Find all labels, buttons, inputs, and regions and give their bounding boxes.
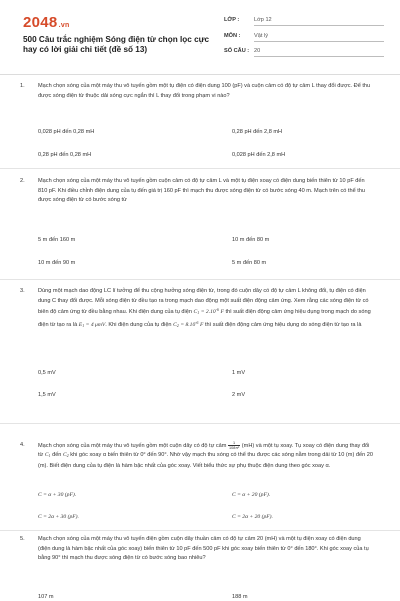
question-text-part: khi góc xoay α biến thiên từ xyxy=(70,452,139,459)
class-label: LỚP : xyxy=(224,17,240,23)
question-text-part: . Khi điện dung của tụ điện xyxy=(105,321,172,328)
subject-label: MÔN : xyxy=(224,33,241,39)
answer-c[interactable]: C = 2α + 30 (pF). xyxy=(38,514,79,520)
e1-symbol: $E_1$ xyxy=(78,321,85,328)
answer-d[interactable]: C = 2α + 20 (pF). xyxy=(232,514,273,520)
question-number: 1. xyxy=(20,83,25,89)
count-underline xyxy=(254,56,384,57)
logo-text: 2048 xyxy=(23,14,58,31)
question-number: 5. xyxy=(20,536,25,542)
question-text-part: đến xyxy=(52,452,62,459)
answer-a[interactable]: 0,028 pH đến 0,28 mH xyxy=(38,129,95,135)
answer-c[interactable]: 0,28 pH đến 0,28 mH xyxy=(38,152,92,158)
c2-exponent: -6 xyxy=(195,320,199,325)
question-text-part: Dùng một mạch dao động LC lí tưởng để thu cộng hưởng sóng điện từ, trong đó cuộn dây có độ tự cảm L không đổi, tụ điện có điện dung C thay đổi được. Mỗi sóng điện từ đều tạo ra trong mạch dao động một suất điện động cảm ứng. Xem rằng các sóng điện từ có biên độ cảm ứng từ đều bằng nhau. Khi điện dung của tụ điện xyxy=(38,288,369,315)
answer-a[interactable]: C = α + 30 (pF). xyxy=(38,492,77,498)
question-2 xyxy=(20,177,380,269)
answer-a[interactable]: 107 m xyxy=(38,594,54,600)
e1-value: = 4 μmV xyxy=(85,321,106,328)
question-1 xyxy=(20,82,380,162)
class-underline xyxy=(254,25,384,26)
answer-c[interactable]: 1,5 mV xyxy=(38,392,56,398)
c2-symbol: $C_2$ xyxy=(62,452,69,459)
question-separator xyxy=(0,423,400,424)
subject-row xyxy=(224,29,384,43)
answer-a[interactable]: 0,5 mV xyxy=(38,370,56,376)
answer-c[interactable]: 10 m đến 90 m xyxy=(38,260,76,266)
question-number: 4. xyxy=(20,442,25,448)
question-number: 3. xyxy=(20,288,25,294)
answer-b[interactable]: C = α + 20 (pF). xyxy=(232,492,271,498)
c2-symbol: $C_2$ xyxy=(173,321,179,328)
question-text-part: (mH) và một tụ xoay. Tụ xoay có điện dung thay đổi từ xyxy=(38,442,370,459)
site-logo[interactable] xyxy=(23,14,70,31)
c2-value-text: = 8.10 xyxy=(180,321,196,328)
c1-symbol: $C_1$ xyxy=(193,309,200,315)
answer-d[interactable]: 0,028 pH đến 2,8 mH xyxy=(232,152,286,158)
subject-value: Vật lý xyxy=(254,33,268,39)
answer-b[interactable]: 1 mV xyxy=(232,370,246,376)
question-text xyxy=(38,287,374,331)
c2-value xyxy=(180,322,198,328)
question-5 xyxy=(20,535,380,600)
question-4 xyxy=(20,441,380,523)
answer-b[interactable]: 0,28 pH đến 2,8 mH xyxy=(232,129,283,135)
question-text xyxy=(38,441,374,471)
document-title: 500 Câu trắc nghiệm Sóng điện từ chọn lọc cực hay có lời giải chi tiết (đề số 13) xyxy=(23,35,210,54)
subject-underline xyxy=(254,41,384,42)
question-separator xyxy=(0,168,400,169)
count-label: SỐ CÂU : xyxy=(224,48,250,54)
c1-value xyxy=(201,309,219,315)
question-number: 2. xyxy=(20,178,25,184)
class-value: Lớp 12 xyxy=(254,17,272,23)
c1-exponent: -6 xyxy=(215,308,219,312)
answer-b[interactable]: 188 m xyxy=(232,594,248,600)
angle-end: 90° xyxy=(158,452,167,459)
question-text-part: đến xyxy=(147,452,157,459)
question-text-part: Mạch chọn sóng của một máy thu vô tuyến gồm một cuộn dây có độ tự cảm xyxy=(38,442,227,449)
question-text-part: . Nhờ vậy mạch thu sóng có thể thu được các sóng nằm trong dải từ 10 (m) đến 20 (m). Biết điện dung của tụ điện là hàm bậc nhất của góc xoay. Viết biểu thức sự phụ thuộc điện dung theo góc xoay α. xyxy=(38,452,373,469)
c1-symbol: $C_1$ xyxy=(44,452,51,459)
farad-unit: F xyxy=(200,321,204,328)
logo-suffix: .vn xyxy=(58,22,70,29)
answer-a[interactable]: 5 m đến 160 m xyxy=(38,237,76,243)
document-header xyxy=(0,0,400,66)
question-text-part: thì suất điện động cảm ứng hiệu dụng trong mạch do sóng điện từ tạo ra là xyxy=(38,309,371,328)
header-divider xyxy=(0,74,400,75)
count-value: 20 xyxy=(254,48,261,54)
question-3 xyxy=(20,287,380,405)
question-text: Mạch chọn sóng của một máy thu vô tuyến gồm một tụ điện có điện dung 100 (pF) và cuộn cảm có độ tự cảm L thay đổi được. Để thu được sóng điện từ thuộc dải sóng cực ngắn thì L thay đổi trong phạm vi nào? xyxy=(38,83,371,99)
question-text: Mạch chọn sóng của một máy thu vô tuyến điện gồm cuộn dây thuần cảm có độ tự cảm 20 (mH) và một tụ điện xoay có điện dung (điện dung là hàm bậc nhất của góc xoay) biến thiên từ 10 pF đến 500 pF khi góc xoay biến thiên từ 0° đến 180°. Khi góc xoay của tụ bằng 90° thì mạch thu được sóng điện từ có bước sóng bao nhiêu? xyxy=(38,536,369,561)
farad-unit: F xyxy=(220,309,224,315)
answer-d[interactable]: 5 m đến 80 m xyxy=(232,260,267,266)
question-text-part: thì suất điện động cảm ứng hiệu dụng do sóng điện từ tạo ra là xyxy=(205,321,362,328)
question-text: Mạch chọn sóng của một máy thu vô tuyến gồm cuộn cảm có độ tự cảm L và một tụ điện xoay có điện dung biến thiên từ 10 pF đến 810 pF. Khi điều chỉnh điện dung của tụ đến giá trị 160 pF thì mạch thu được sóng điện từ có bước sóng 40 m. Mạch trên có thể thu được sóng điện từ có bước sóng từ xyxy=(38,178,366,203)
angle-start: 0° xyxy=(140,452,146,459)
inductance-fraction xyxy=(228,441,240,450)
fraction-numerator: 1 xyxy=(228,441,240,446)
c1-value-text: = 2.10 xyxy=(200,309,216,315)
count-row xyxy=(224,44,384,58)
answer-d[interactable]: 2 mV xyxy=(232,392,246,398)
fraction-denominator: 108π² xyxy=(229,446,240,450)
question-separator xyxy=(0,530,400,531)
class-row xyxy=(224,13,384,27)
question-separator xyxy=(0,279,400,280)
answer-b[interactable]: 10 m đến 80 m xyxy=(232,237,270,243)
